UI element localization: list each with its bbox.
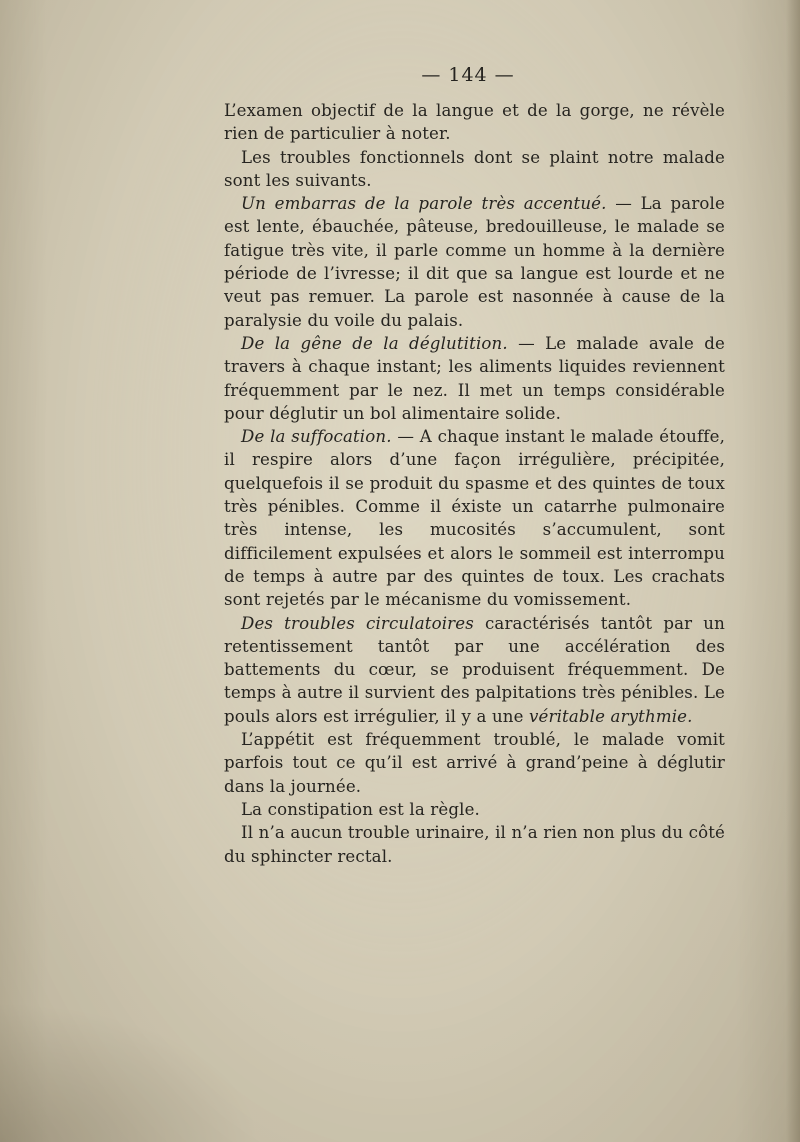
- term-arrhythmia: véritable arythmie.: [529, 706, 693, 726]
- paragraph-speech: [224, 192, 725, 332]
- heading-suffocation: De la suffocation.: [241, 427, 392, 447]
- paragraph-functional-troubles: Les troubles fonctionnels dont se plaint notre malade sont les suivants.: [224, 147, 725, 190]
- heading-circulation: Des troubles circulatoires: [241, 613, 474, 633]
- paragraph-suffocation: [224, 425, 725, 611]
- page-stain: [0, 1002, 260, 1142]
- text-speech: — La parole est lente, ébauchée, pâteuse, bredouilleuse, le malade se fatigue très vite, il parle comme un homme à la dernière période de l’ivresse; il dit que sa langue est lourde et ne veut pas remuer. La parole est nasonnée à cause de la paralysie du voile du palais.: [224, 194, 725, 330]
- text-circulation: caractérisés tantôt par un retentissement tantôt par une accélération des battements du cœur, se produisent fréquemment. De temps à autre il survient des palpitations très pénibles. Le pouls alors est irrégulier, il y a une: [224, 613, 725, 726]
- body-text: [224, 99, 725, 868]
- heading-swallowing: De la gêne de la déglutition.: [241, 333, 508, 353]
- paragraph-swallowing: [224, 332, 725, 425]
- page-number: — 144 —: [421, 64, 515, 86]
- text-suffocation: — A chaque instant le malade étouffe, il respire alors d’une façon irrégulière, précipitée, quelquefois il se produit du spasme et des quintes de toux très pénibles. Comme il éxiste un catarrhe pulmonaire très intense, les mucosités s’accumulent, sont difficilement expulsées et alors le sommeil est interrompu de temps à autre par des quintes de toux. Les crachats sont rejetés par le mécanisme du vomissement.: [224, 427, 725, 610]
- paragraph-appetite: L’appétit est fréquemment troublé, le malade vomit parfois tout ce qu’il est arrivé à grand’peine à déglutir dans la journée.: [224, 730, 725, 796]
- paragraph-objective-exam: L’examen objectif de la langue et de la gorge, ne révèle rien de particulier à noter.: [224, 101, 725, 144]
- heading-speech: Un embarras de la parole très accentué.: [241, 194, 607, 214]
- page-edge-shadow: [786, 0, 800, 1142]
- text-swallowing: — Le malade avale de travers à chaque instant; les aliments liquides reviennent fréquemment par le nez. Il met un temps considérable pour déglutir un bol alimentaire solide.: [224, 333, 725, 423]
- paragraph-urinary: Il n’a aucun trouble urinaire, il n’a rien non plus du côté du sphincter rectal.: [224, 823, 725, 866]
- paragraph-circulation: [224, 612, 725, 728]
- paragraph-constipation: La constipation est la règle.: [241, 799, 480, 819]
